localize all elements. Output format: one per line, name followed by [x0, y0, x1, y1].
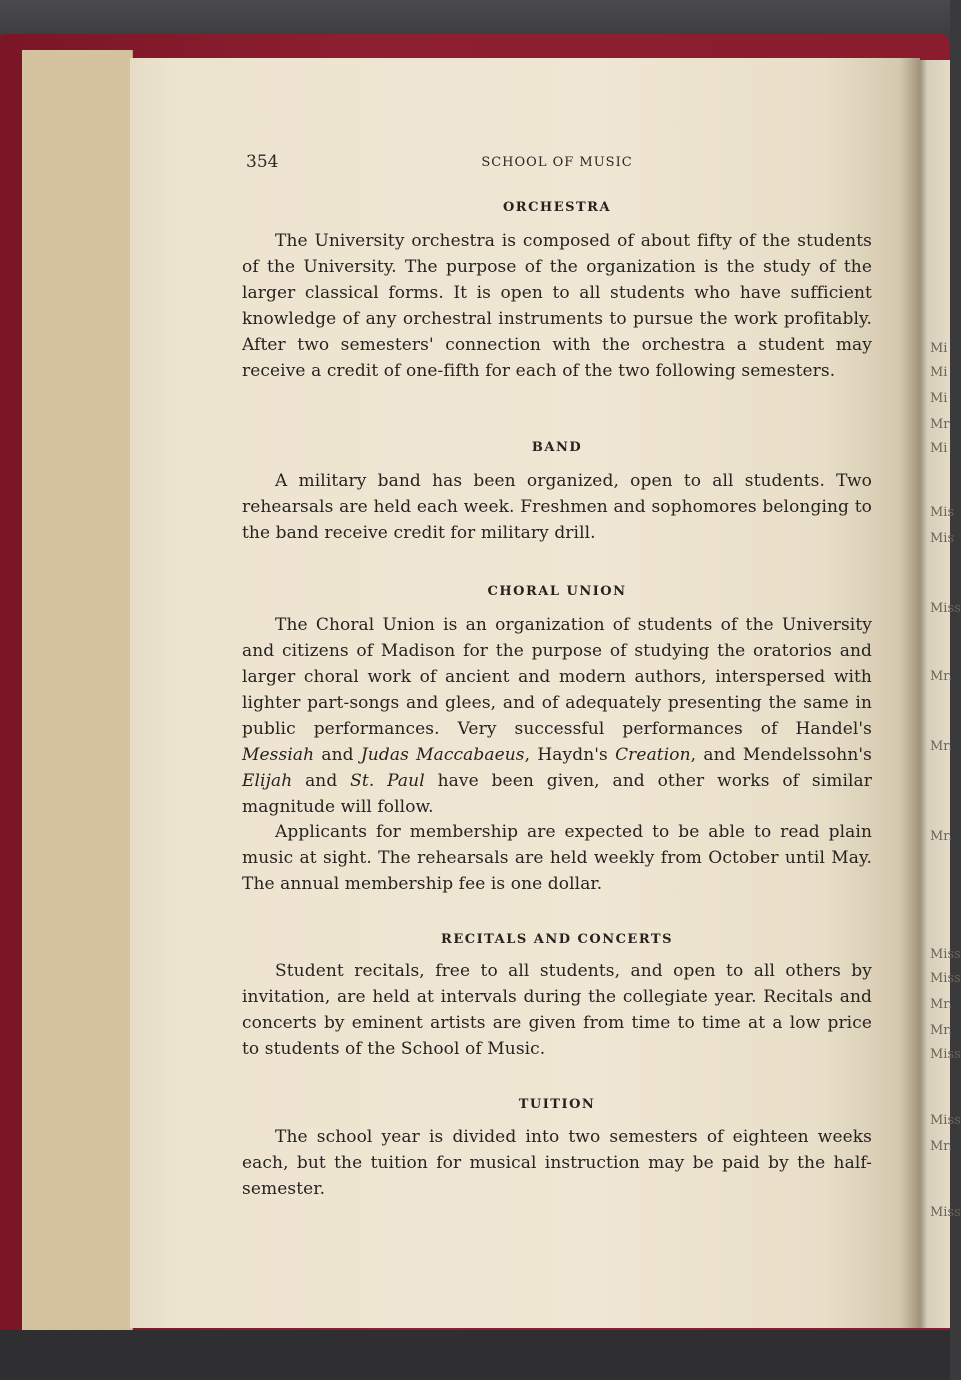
fragment: Miss	[930, 601, 961, 616]
fragment: Mr.	[930, 1139, 953, 1154]
fragment: Mr.	[930, 829, 953, 844]
choral-text: have been given, and other works of similar magnitude will follow.	[242, 771, 873, 817]
fragment: Mr.	[930, 997, 953, 1012]
fragment: Mi	[930, 441, 948, 456]
backdrop-bottom	[0, 1330, 950, 1380]
facing-page-fragments	[926, 330, 961, 1330]
choral-text: and	[292, 771, 351, 791]
section-heading-band: BAND	[531, 440, 583, 455]
fragment: Miss	[930, 947, 961, 962]
paragraph-tuition: The school year is divided into two semesters of eighteen weeks each, but the tuition for musical instruction may be paid by the half-semester.	[242, 1127, 872, 1199]
fragment: Mi	[930, 391, 948, 406]
gutter-shadow	[900, 58, 922, 1328]
fragment: Mi	[930, 341, 948, 356]
work-title: Messiah	[242, 745, 315, 765]
paragraph-orchestra: The University orchestra is composed of about fifty of the students of the University. The purpose of the organization is the study of the larger classical forms. It is open to all students who have sufficient knowledge of any orchestral instruments to pursue the work profitably. After two semesters' connection with the orchestra a student may receive a credit of one-fifth for each of the two following semesters.	[242, 231, 872, 381]
running-title: SCHOOL OF MUSIC	[481, 155, 633, 170]
fragment: Miss	[930, 971, 961, 986]
fragment: Mis	[930, 505, 955, 520]
fragment: Mr.	[930, 1023, 953, 1038]
choral-text: The Choral Union is an organization of students of the University and citizens of Madison for the purpose of studying the oratorios and larger choral work of ancient and modern authors, interspersed with lighter part-songs and glees, and of adequately presenting the same in public performances. Very successful performances of Handel's	[242, 615, 872, 739]
fragment: Miss	[930, 1047, 961, 1062]
fragment: Miss	[930, 1205, 961, 1220]
fragment: Mr.	[930, 739, 953, 754]
choral-text: , and Mendelssohn's	[690, 745, 872, 765]
section-heading-tuition: TUITION	[518, 1097, 596, 1112]
choral-text: and	[314, 745, 361, 765]
paragraph-recitals: Student recitals, free to all students, and open to all others by invitation, are held at intervals during the collegiate year. Recitals and concerts by eminent artists are given from time to time at a low price to students of the School of Music.	[242, 961, 872, 1059]
fragment: Mr	[930, 417, 950, 432]
section-heading-choral-union: CHORAL UNION	[487, 584, 627, 599]
paragraph-band: A military band has been organized, open to all students. Two rehearsals are held each week. Freshmen and sophomores belonging to the band receive credit for military drill.	[242, 471, 872, 543]
page-edges	[22, 50, 133, 1335]
choral-text: , Haydn's	[524, 745, 616, 765]
fragment: Mr.	[930, 669, 953, 684]
fragment: Mi	[930, 365, 948, 380]
paragraph-choral-membership: Applicants for membership are expected to be able to read plain music at sight. The rehearsals are held weekly from October until May. The annual membership fee is one dollar.	[242, 822, 872, 894]
page-number: 354	[246, 152, 279, 172]
work-title: St. Paul	[350, 771, 425, 791]
fragment: Miss	[930, 1113, 961, 1128]
fragment: Mis	[930, 531, 955, 546]
paragraph-choral-union	[242, 612, 872, 820]
work-title: Elijah	[242, 771, 293, 791]
work-title: Creation	[615, 745, 691, 765]
work-title: Judas Maccabaeus	[360, 745, 525, 765]
section-heading-recitals: RECITALS AND CONCERTS	[441, 932, 673, 947]
running-head	[242, 150, 872, 174]
section-heading-orchestra: ORCHESTRA	[502, 200, 612, 215]
